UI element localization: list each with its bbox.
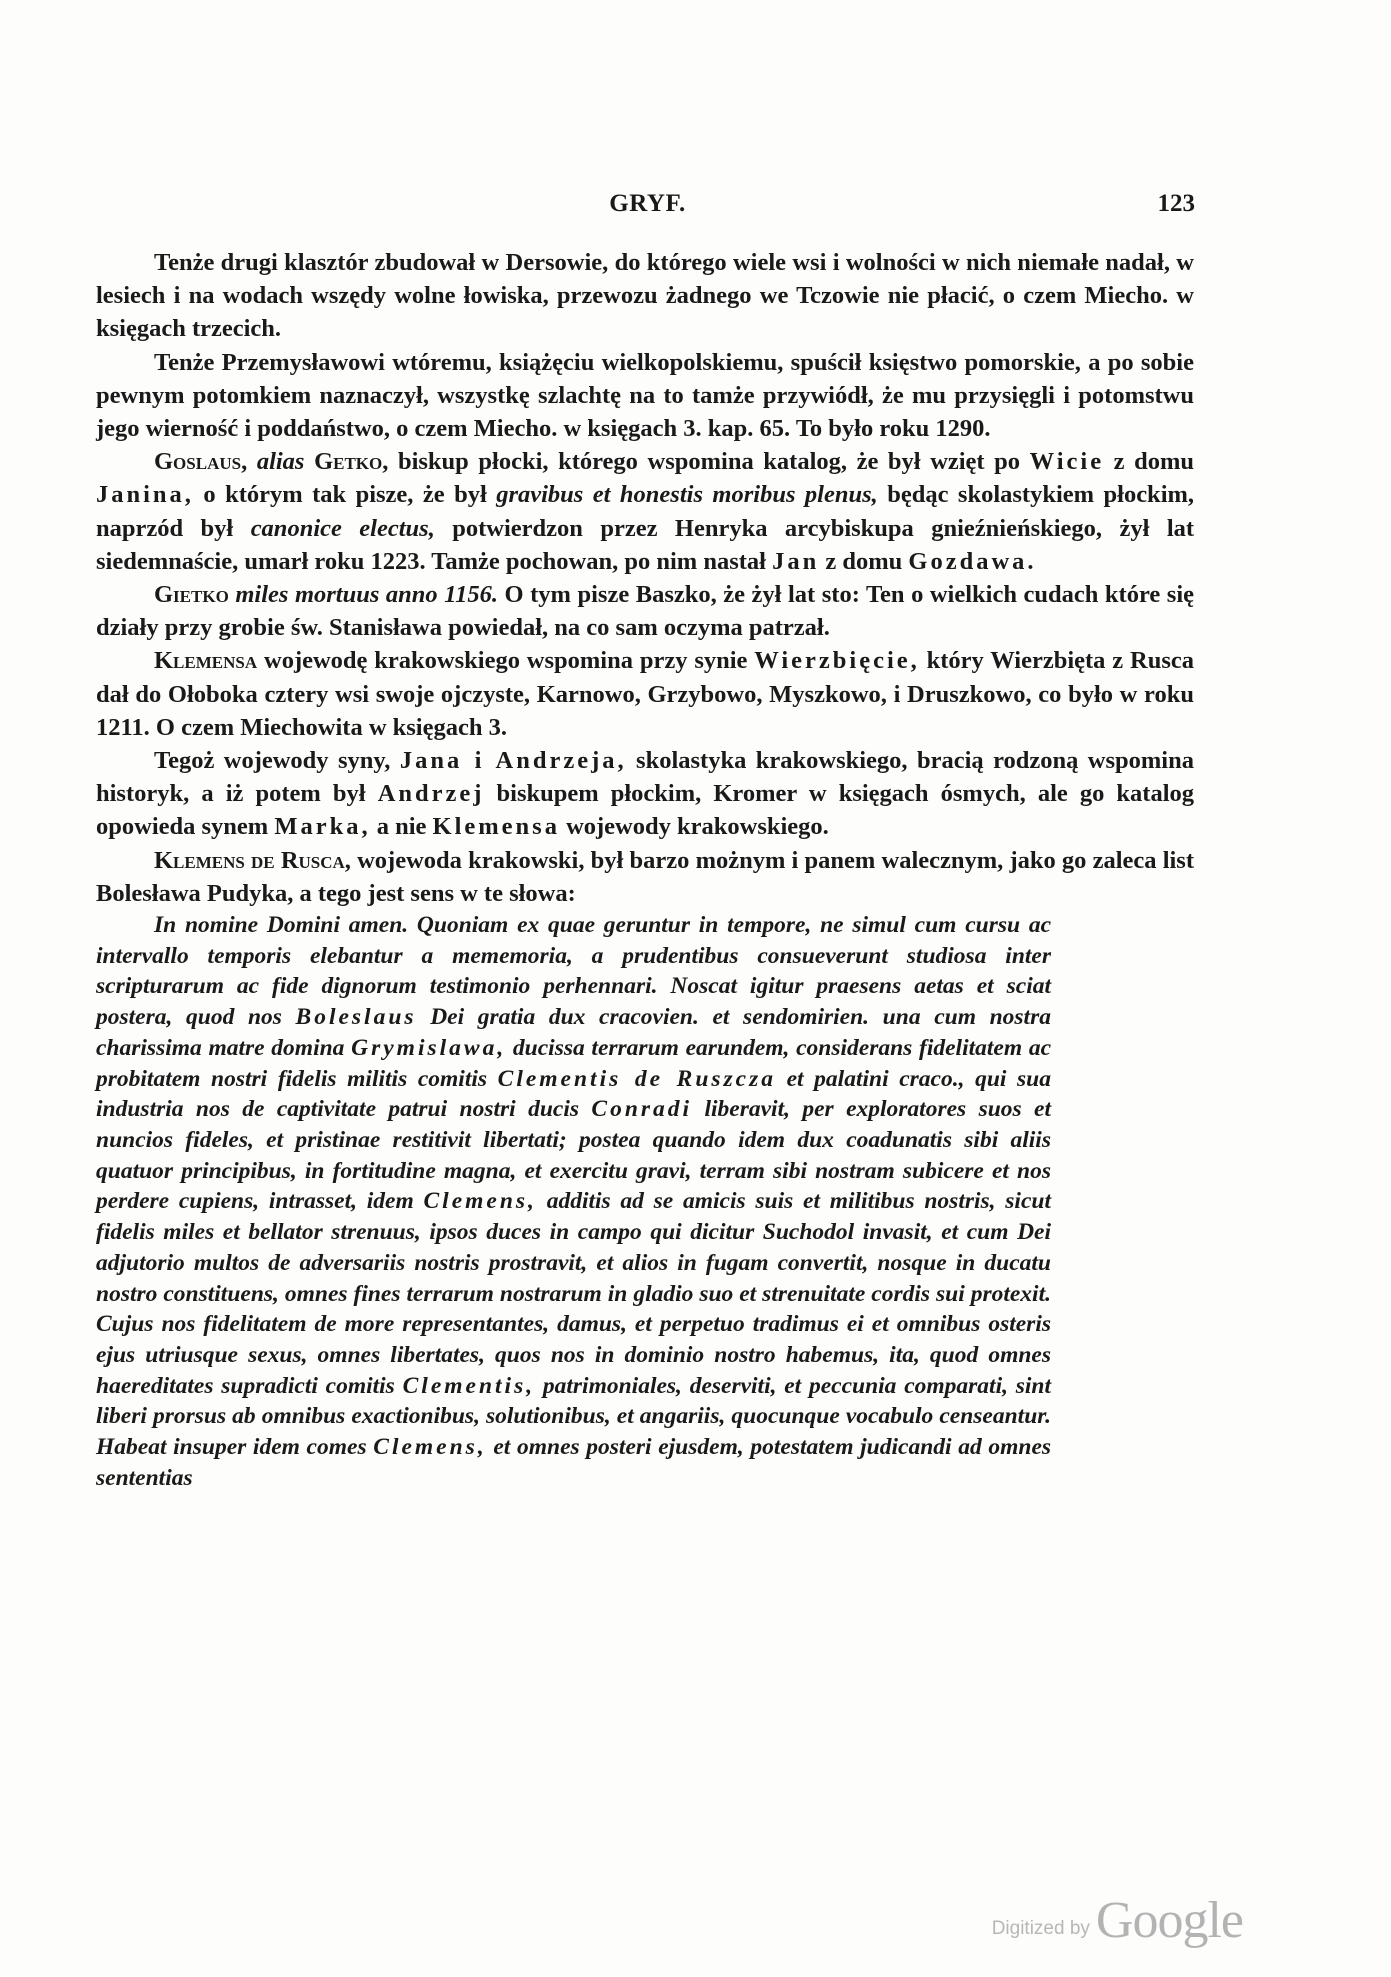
latin-phrase: canonice electus, [250, 514, 435, 542]
paragraph-text: skolastyka krakowskiego, bracią rodzoną wspomina historyk, a iż potem był [96, 747, 1194, 808]
paragraph-text: wojewody krakowskiego. [566, 813, 829, 841]
name-goslaus: Goslaus, [154, 448, 248, 476]
quote-text: liberavit, per exploratores suos et nuncios fideles, et pristinae restitivit libertati; postea quando idem dux coadunatis sibi aliis quatuor principibus, in fortitudine magna, et exercitu gravi, terram sibi nostram subicere et nos perdere cupiens, intrasset, idem [96, 1096, 1052, 1215]
quote-text: Dei gratia dux cracovien. et sendomirien. una cum nostra charissima matre domina [96, 1004, 1051, 1061]
page-body [96, 246, 1194, 1493]
paragraph-text: będąc skolastykiem płockim, naprzód był [96, 481, 1195, 542]
digitized-label: Digitized by [991, 1918, 1090, 1939]
paragraph-klemens-de-rusca [96, 844, 1194, 910]
name-klemens: Klemensa [432, 813, 560, 841]
paragraph-klemensa [96, 644, 1194, 744]
paragraph-text: o którym tak pisze, że był [203, 481, 487, 509]
name-jan: Jan [772, 547, 820, 575]
name-conradi: Conradi [591, 1096, 693, 1123]
paragraph-text: O tym pisze Baszko, że żył lat sto: Ten o wielkich cudach które się działy przy grobie św. Stanisława powiedał, na co sam oczyma patrzał. [96, 581, 1195, 642]
digitized-watermark [992, 1890, 1243, 1950]
latin-charter-quote [96, 910, 1051, 1493]
page-header [100, 190, 1195, 230]
running-head: GRYF. [609, 190, 686, 217]
quote-text: et palatini craco., qui sua industria nos de captivitate patrui nostri ducis [96, 1065, 1052, 1123]
name-boleslaus: Boleslaus [295, 1004, 417, 1031]
clan-janina: Janina, [96, 481, 194, 509]
paragraph-text: Tenże Przemysławowi wtóremu, książęciu wielkopolskiemu, spuścił księstwo pomorskie, a po sobie pewnym potomkiem naznaczył, wszystkę szlachtę na to tamże przywiódł, że mu przysięgli i potomstwu jego wierność i poddaństwo, o czem Miecho. w księgach 3. kap. 65. To było roku 1290. [96, 348, 1194, 443]
paragraph-text: Tenże drugi klasztór zbudował w Dersowie, do którego wiele wsi i wolności w nich niemałe nadał, w lesiech i na wodach wszędy wolne łowiska, przewozu żadnego we Tczowie nie płacić, o czem Miecho. w księgach trzecich. [96, 249, 1194, 343]
paragraph-text: biskupem płockim, Kromer w księgach ósmych, ale go katalog opowieda synem [96, 780, 1195, 841]
name-getko: Getko, [314, 448, 389, 476]
quote-text: patrimoniales, deserviti, et peccunia comparati, sint liberi prorsus ab omnibus exactionibus, solutionibus, et angariis, quocunque vocabulo censeantur. Habeat insuper idem comes [96, 1372, 1052, 1461]
page-number: 123 [1157, 190, 1195, 217]
name-wierzbiecie: Wierzbięcie, [754, 647, 920, 675]
paragraph-text: wojewoda krakowski, był barzo możnym i panem walecznym, jako go zaleca list Bolesława Pudyka, a tego jest sens w te słowa: [96, 846, 1194, 907]
quote-text: additis ad se amicis suis et militibus nostris, sicut fidelis miles et bellator strenuus, ipsos duces in campo qui dicitur Suchodol invasit, et cum Dei adjutorio multos de adversariis nostris prostravit, et alios in fugam convertit, nosque in ducatu nostro constituens, omnes fines terrarum nostrarum in gladio suo et strenuitate cordis sui protexit. Cujus nos fidelitatem de more representantes, damus, et perpetuo tradimus ei et omnibus osteris ejus utriusque sexus, omnes libertates, quos nos in dominio nostro habemus, ita, quod omnes haereditates supradicti comitis [96, 1188, 1051, 1399]
name-clemens: Clemens, [423, 1188, 537, 1215]
clan-gozdawa: Gozdawa. [908, 547, 1037, 575]
name-klemensa: Klemensa [154, 647, 258, 675]
quote-text: ducissa terrarum earundem, considerans fidelitatem ac probitatem nostri fidelis militis comitis [96, 1034, 1052, 1092]
paragraph-text: z domu [825, 547, 903, 575]
paragraph-text: potwierdzon przez Henryka arcybiskupa gnieźnieńskiego, żył lat siedemnaście, umarł roku 1223. Tamże pochowan, po nim nastał [96, 514, 1195, 575]
name-marek: Marka, [274, 813, 371, 841]
name-grymislawa: Grymislawa, [351, 1034, 507, 1061]
paragraph-text: biskup płocki, którego wspomina katalog, że był wzięt po [397, 448, 1021, 476]
names-jan-andrzej: Jana i Andrzeja, [399, 747, 627, 775]
paragraph-text: a nie [376, 813, 427, 841]
name-clemens: Clemens, [373, 1434, 487, 1461]
paragraph-przemyslaw [96, 346, 1194, 446]
paragraph-text: wojewodę krakowskiego wspomina przy synie [264, 647, 748, 675]
paragraph-sons [96, 744, 1194, 844]
latin-phrase: gravibus et honestis moribus plenus, [496, 481, 878, 509]
paragraph-text: z domu [1113, 448, 1195, 476]
quote-text: In nomine Domini amen. Quoniam ex quae geruntur in tempore, ne simul cum cursu ac intervallo temporis elebantur a mememoria, a prudentibus consueverunt studiosa inter scripturarum ac fide dignorum testimonio perhennari. Noscat igitur praesens aetas et sciat postera, quod nos [96, 912, 1051, 1031]
name-gietko: Gietko [154, 581, 229, 609]
name-andrzej: Andrzej [377, 780, 485, 808]
quote-text: et omnes posteri ejusdem, potestatem judicandi ad omnes sententias [96, 1434, 1052, 1491]
name-klemens-de-rusca: Klemens de Rusca, [154, 846, 351, 874]
name-clementis-de-ruszcza: Clementis de Ruszcza [497, 1065, 777, 1092]
paragraph-dersowo-monastery [96, 246, 1194, 346]
name-wicie: Wicie [1029, 448, 1105, 476]
google-logo: Google [1095, 1892, 1243, 1949]
paragraph-goslaus [96, 445, 1194, 578]
paragraph-gietko [96, 578, 1194, 644]
latin-phrase: miles mortuus anno 1156. [235, 581, 498, 609]
paragraph-text: który Wierzbięta z Rusca dał do Ołoboka cztery wsi swoje ojczyste, Karnowo, Grzybowo, Myszkowo, i Druszkowo, co było w roku 1211. O czem Miechowita w księgach 3. [96, 647, 1194, 741]
latin-phrase: alias [256, 448, 305, 476]
name-clementis: Clementis, [402, 1372, 536, 1399]
paragraph-text: Tegoż wojewody syny, [154, 747, 391, 775]
